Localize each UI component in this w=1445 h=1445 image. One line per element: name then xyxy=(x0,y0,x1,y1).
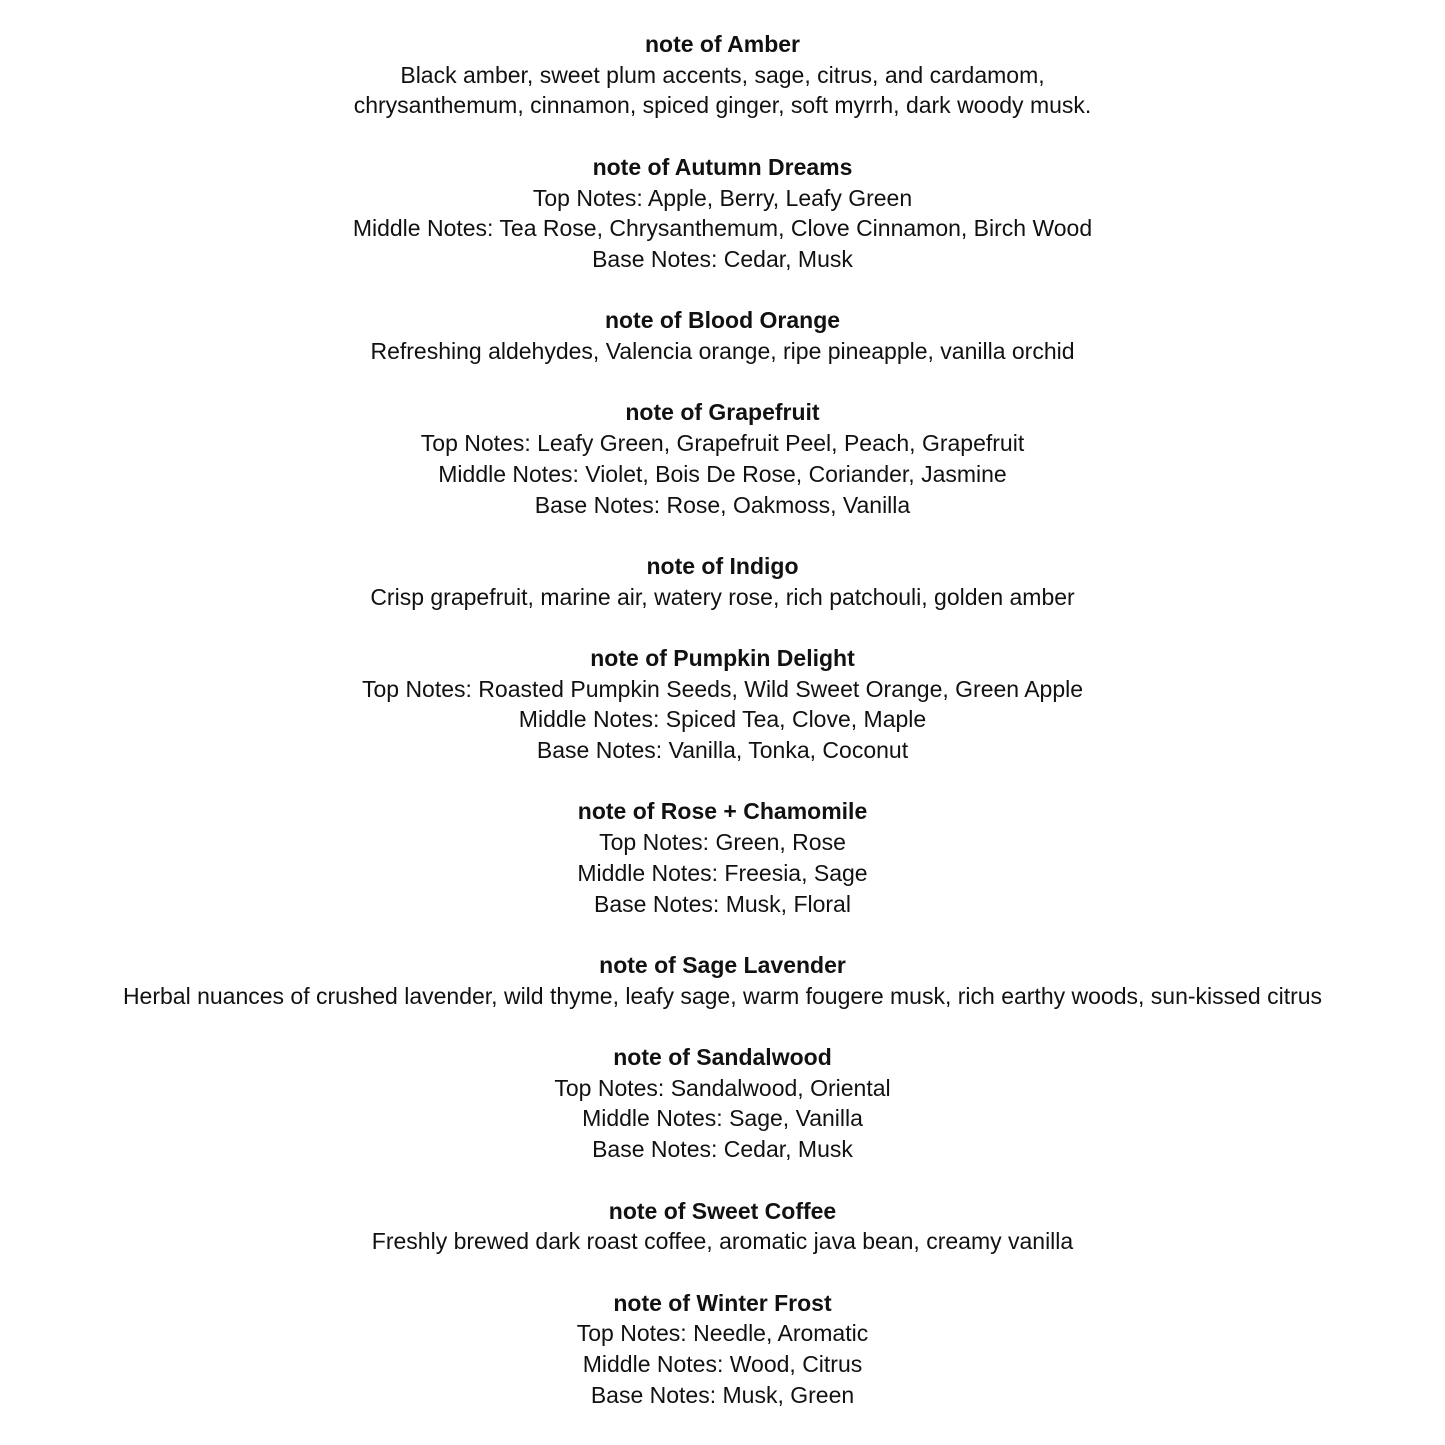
scent-title: note of Rose + Chamomile xyxy=(577,798,868,825)
scent-block-grapefruit xyxy=(0,397,1445,520)
top-notes-line: Top Notes: Roasted Pumpkin Seeds, Wild Sweet Orange, Green Apple xyxy=(361,675,1084,702)
middle-notes-line: Middle Notes: Wood, Citrus xyxy=(582,1351,863,1378)
base-notes-line: Base Notes: Rose, Oakmoss, Vanilla xyxy=(534,491,911,518)
middle-notes-line: Middle Notes: Spiced Tea, Clove, Maple xyxy=(518,706,927,733)
scent-block-blood-orange xyxy=(0,305,1445,366)
scent-title: note of Blood Orange xyxy=(604,307,841,334)
scent-description-line: Freshly brewed dark roast coffee, aromatic java bean, creamy vanilla xyxy=(371,1228,1074,1255)
base-notes-line: Base Notes: Musk, Floral xyxy=(594,890,851,917)
scent-block-amber xyxy=(0,29,1445,121)
base-notes-line: Base Notes: Musk, Green xyxy=(590,1381,855,1408)
middle-notes-line: Middle Notes: Sage, Vanilla xyxy=(582,1105,863,1132)
scent-title: note of Amber xyxy=(644,31,801,57)
scent-description-line: Refreshing aldehydes, Valencia orange, ripe pineapple, vanilla orchid xyxy=(370,338,1075,364)
scent-block-winter-frost xyxy=(0,1288,1445,1411)
top-notes-line: Top Notes: Apple, Berry, Leafy Green xyxy=(532,184,913,211)
scent-description-line: Black amber, sweet plum accents, sage, citrus, and cardamom, xyxy=(400,61,1045,88)
scent-title: note of Indigo xyxy=(646,552,799,579)
scent-title: note of Winter Frost xyxy=(613,1289,832,1316)
top-notes-line: Top Notes: Sandalwood, Oriental xyxy=(554,1074,891,1101)
scent-title: note of Sandalwood xyxy=(613,1044,832,1071)
scent-description-line: Herbal nuances of crushed lavender, wild thyme, leafy sage, warm fougere musk, rich earthy woods, sun-kissed citrus xyxy=(122,982,1323,1009)
middle-notes-line: Middle Notes: Tea Rose, Chrysanthemum, Clove Cinnamon, Birch Wood xyxy=(352,215,1093,242)
base-notes-line: Base Notes: Cedar, Musk xyxy=(592,1136,853,1163)
middle-notes-line: Middle Notes: Violet, Bois De Rose, Coriander, Jasmine xyxy=(438,460,1007,487)
scent-title: note of Sweet Coffee xyxy=(608,1197,837,1224)
scent-title: note of Pumpkin Delight xyxy=(590,644,855,671)
scent-block-sandalwood xyxy=(0,1042,1445,1165)
base-notes-line: Base Notes: Cedar, Musk xyxy=(592,245,853,272)
scent-title: note of Autumn Dreams xyxy=(592,153,853,180)
scent-description-line: Crisp grapefruit, marine air, watery rose, rich patchouli, golden amber xyxy=(370,583,1075,610)
scent-block-sage-lavender xyxy=(0,950,1445,1011)
scent-block-pumpkin-delight xyxy=(0,643,1445,766)
scent-block-rose-chamomile xyxy=(0,796,1445,919)
top-notes-line: Top Notes: Needle, Aromatic xyxy=(576,1320,869,1347)
scent-block-indigo xyxy=(0,551,1445,612)
top-notes-line: Top Notes: Leafy Green, Grapefruit Peel, Peach, Grapefruit xyxy=(420,430,1025,457)
base-notes-line: Base Notes: Vanilla, Tonka, Coconut xyxy=(536,737,909,764)
scent-title: note of Sage Lavender xyxy=(599,951,846,978)
top-notes-line: Top Notes: Green, Rose xyxy=(599,829,846,856)
scent-description-line: chrysanthemum, cinnamon, spiced ginger, soft myrrh, dark woody musk. xyxy=(353,92,1092,119)
scent-block-autumn-dreams xyxy=(0,152,1445,275)
scent-block-sweet-coffee xyxy=(0,1196,1445,1257)
scent-title: note of Grapefruit xyxy=(625,399,820,426)
middle-notes-line: Middle Notes: Freesia, Sage xyxy=(577,859,868,886)
